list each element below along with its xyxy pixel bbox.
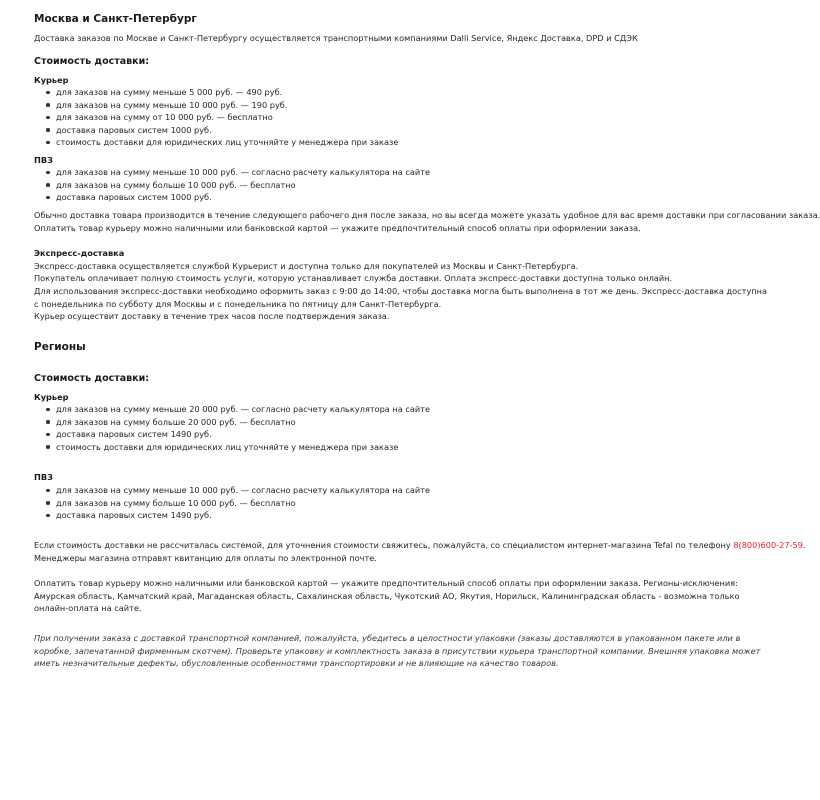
express-title: Экспресс-доставка [34,248,125,258]
moscow-courier-list [34,86,398,149]
footer-note: При получении заказа с доставкой транспортной компанией, пожалуйста, убедитесь в целостности упаковки (заказы доставляются в упакованном пакете или в коробке, запечатанной фирменным скотчем). Проверьте упаковку и комплектность заказа в присутствии курьера транспортной компании. Внешняя упаковка может иметь незначительные дефекты, обусловленные особенностями транспортировки и не влияющие на качество товаров. [34,633,761,668]
list-item: для заказов на сумму больше 10 000 руб. — бесплатно [56,497,430,510]
regions-cost-title: Стоимость доставки: [34,373,150,384]
express-text-1: Экспресс-доставка осуществляется службой Курьерист и доступна только для покупателей из Москвы и Санкт-Петербурга. [34,261,579,271]
list-item: доставка паровых систем 1490 руб. [56,428,430,441]
moscow-cost-title: Стоимость доставки: [34,56,150,67]
express-text-3: Для использования экспресс-доставки необходимо оформить заказ с 9:00 до 14:00, чтобы доставка могла быть выполнена в тот же день. Экспресс-доставка доступна с понедельника по субботу для Москвы и с понедельника по пятницу для Санкт-Петербурга. [34,286,768,309]
moscow-pvz-title: ПВЗ [34,155,53,165]
list-item: для заказов на сумму меньше 10 000 руб. — согласно расчету калькулятора на сайте [56,485,431,495]
list-item: для заказов на сумму меньше 20 000 руб. — согласно расчету калькулятора на сайте [56,404,431,414]
moscow-pvz-list [34,166,430,204]
moscow-delivery-note: Обычно доставка товара производится в течение следующего рабочего дня после заказа, но вы всегда можете указать удобное для вас время доставки при согласовании заказа. [34,210,820,220]
express-text-2: Покупатель оплачивает полную стоимость услуги, которую устанавливает служба доставки. Оплата экспресс-доставки доступна только онлайн. [34,273,673,283]
list-item: для заказов на сумму меньше 10 000 руб. — согласно расчету калькулятора на сайте [56,167,431,177]
regions-pvz-list [34,484,430,522]
regions-section-title: Регионы [34,341,86,353]
moscow-section-title: Москва и Санкт-Петербург [34,13,197,25]
list-item: доставка паровых систем 1000 руб. [56,124,398,137]
regions-courier-list [34,403,430,453]
phone-link[interactable]: 8(800)600-27-59 [733,540,803,550]
moscow-payment-note: Оплатить товар курьеру можно наличными или банковской картой — укажите предпочтительный способ оплаты при оформлении заказа. [34,223,641,233]
list-item: для заказов на сумму меньше 5 000 руб. — 490 руб. [56,86,398,99]
list-item: для заказов на сумму меньше 10 000 руб. — 190 руб. [56,99,398,112]
regions-pvz-title: ПВЗ [34,472,53,482]
regions-courier-title: Курьер [34,392,69,402]
list-item: стоимость доставки для юридических лиц уточняйте у менеджера при заказе [56,137,399,148]
list-item: для заказов на сумму больше 20 000 руб. — бесплатно [56,416,430,429]
list-item: доставка паровых систем 1000 руб. [56,191,430,204]
moscow-courier-title: Курьер [34,75,69,85]
list-item: для заказов на сумму от 10 000 руб. — бесплатно [56,111,398,124]
list-item: доставка паровых систем 1490 руб. [56,509,430,522]
list-item: стоимость доставки для юридических лиц уточняйте у менеджера при заказе [56,441,430,454]
express-text-4: Курьер осуществит доставку в течение трех часов после подтверждения заказа. [34,311,390,321]
list-item: для заказов на сумму больше 10 000 руб. — бесплатно [56,179,430,192]
regions-managers-text: Менеджеры магазина отправят квитанцию для оплаты по электронной почте. [34,553,377,563]
moscow-intro: Доставка заказов по Москве и Санкт-Петербургу осуществляется транспортными компаниями Dalli Service, Яндекс Доставка, DPD и СДЭК [34,33,638,43]
regions-contact-text: Если стоимость доставки не рассчиталась системой, для уточнения стоимости свяжитесь, пожалуйста, со специалистом интернет-магазина Tefal по телефону 8(800)600-27-59. [34,540,806,550]
regions-payment-text: Оплатить товар курьеру можно наличными или банковской картой — укажите предпочтительный способ оплаты при оформлении заказа. Регионы-исключения: Амурская область, Камчатский край, Магаданская область, Сахалинская область, Чукотский АО, Якутия, Норильск, Калининградская область - возможна только онлайн-оплата на сайте. [34,578,740,613]
